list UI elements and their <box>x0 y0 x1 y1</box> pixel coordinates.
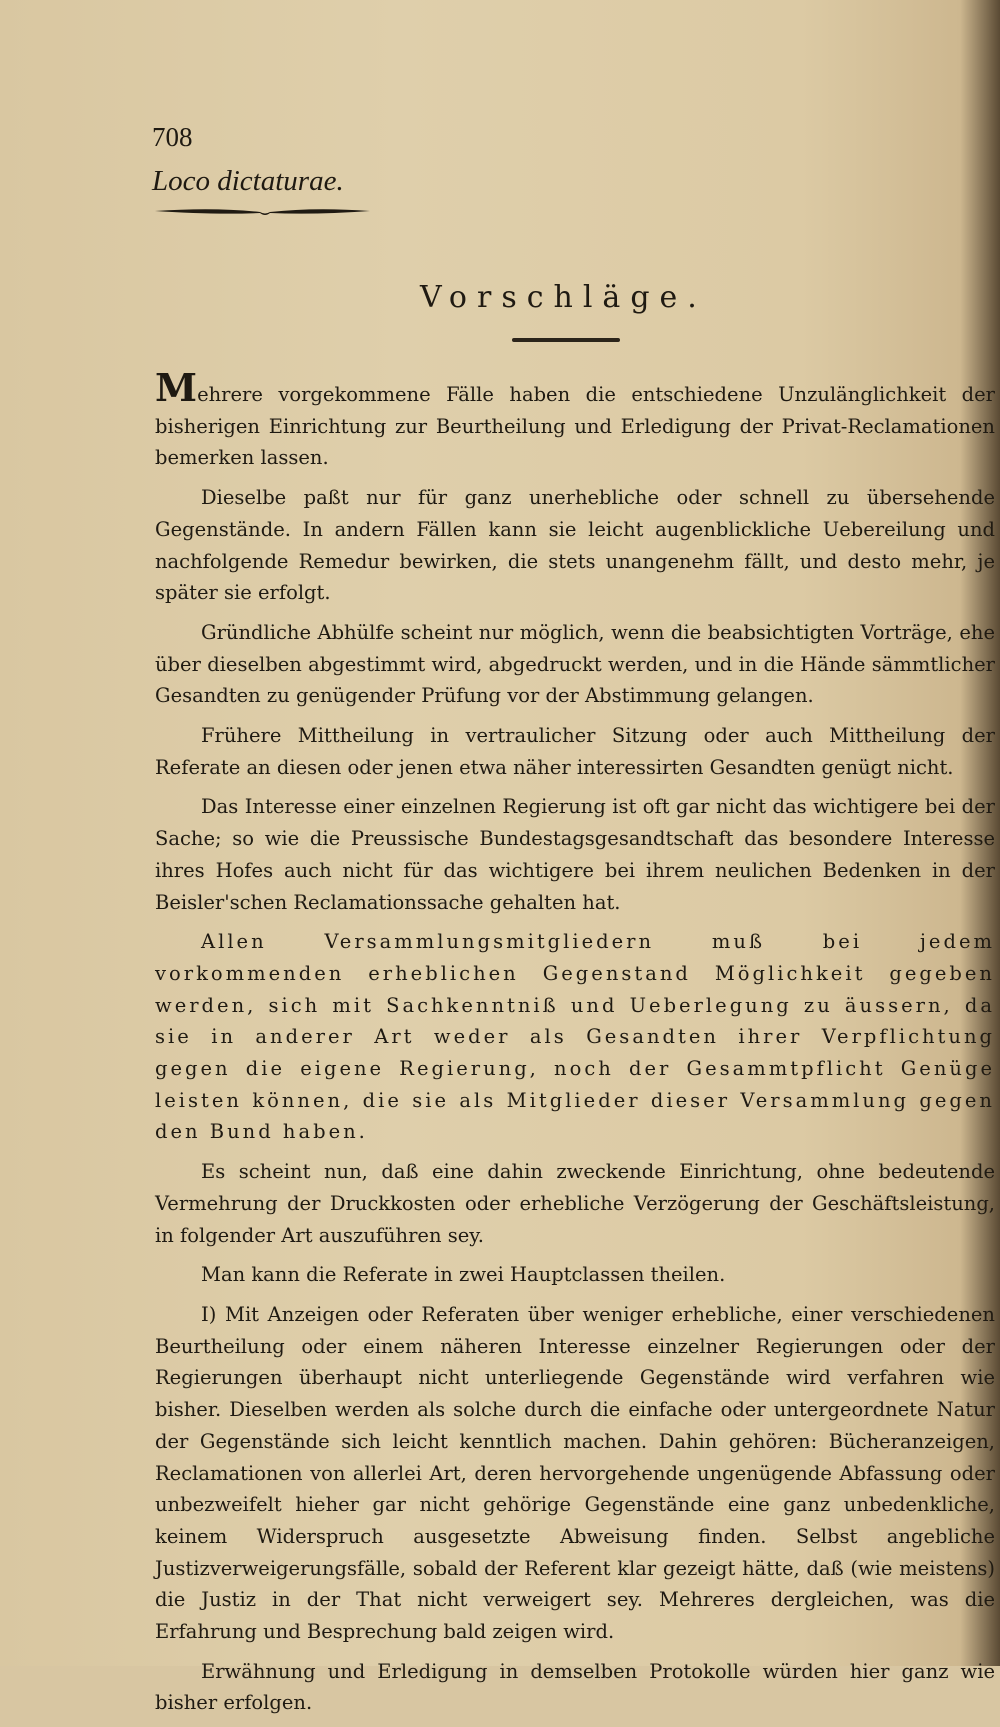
paragraph: Es scheint nun, daß eine dahin zweckende Einrichtung, ohne bedeutende Vermehrung der Druckkosten oder erhebliche Verzögerung der Geschäftsleistung, in folgender Art auszuführen sey. <box>155 1160 995 1247</box>
initial-letter: M <box>155 365 198 410</box>
body-text <box>155 365 995 1727</box>
paragraph: Frühere Mittheilung in vertraulicher Sitzung oder auch Mittheilung der Referate an diesen oder jenen etwa näher interessirten Gesandten genügt nicht. <box>155 724 995 779</box>
section-title: Vorschläge. <box>420 280 707 315</box>
paragraph: Allen Versammlungsmitgliedern muß bei jedem vorkommenden erheblichen Gegenstand Möglichkeit gegeben werden, sich mit Sachkenntniß und Ueberlegung zu äussern, da sie in anderer Art weder als Gesandten ihrer Verpflichtung gegen die eigene Regierung, noch der Gesammtpflicht Genüge leisten können, die sie als Mitglieder dieser Versammlung gegen den Bund haben. <box>155 930 995 1144</box>
page-number: 708 <box>152 122 193 152</box>
ornamental-rule <box>155 203 370 217</box>
paragraph <box>155 365 995 474</box>
running-head: Loco dictaturae. <box>152 165 344 197</box>
paragraph: Dieselbe paßt nur für ganz unerhebliche oder schnell zu übersehende Gegenstände. In andern Fällen kann sie leicht augenblickliche Uebereilung und nachfolgende Remedur bewirken, die stets unangenehm fällt, und desto mehr, je später sie erfolgt. <box>155 486 995 605</box>
paragraph: Erwähnung und Erledigung in demselben Protokolle würden hier ganz wie bisher erfolgen. <box>155 1659 995 1715</box>
paragraph: Man kann die Referate in zwei Hauptclassen theilen. <box>201 1263 726 1287</box>
paragraph: Das Interesse einer einzelnen Regierung ist oft gar nicht das wichtigere bei der Sache; so wie die Preussische Bundestagsgesandtschaft das besondere Interesse ihres Hofes auch nicht für das wichtigere bei ihrem neulichen Bedenken in der Beisler'schen Reclamationssache gehalten hat. <box>155 795 995 914</box>
paragraph: I) Mit Anzeigen oder Referaten über weniger erhebliche, einer verschiedenen Beurtheilung oder einem näheren Interesse einzelner Regierungen oder der Regierungen überhaupt nicht unterliegende Gegenstände wird verfahren wie bisher. Dieselben werden als solche durch die einfache oder untergeordnete Natur der Gegenstände sich leicht kenntlich machen. Dahin gehören: Bücheranzeigen, Reclamationen von allerlei Art, deren hervorgehende ungenügende Abfassung oder unbezweifelt hieher gar nicht gehörige Gegenstände eine ganz unbedenkliche, keinem Widerspruch ausgesetzte Abweisung finden. Selbst angebliche Justizverweigerungsfälle, sobald der Referent klar gezeigt hätte, daß (wie meistens) die Justiz in der That nicht verweigert sey. Mehreres dergleichen, was die Erfahrung und Besprechung bald zeigen wird. <box>155 1302 995 1644</box>
title-rule <box>512 338 620 342</box>
paragraph: Gründliche Abhülfe scheint nur möglich, wenn die beabsichtigten Vorträge, ehe über dieselben abgestimmt wird, abgedruckt werden, und in die Hände sämmtlicher Gesandten zu genügender Prüfung vor der Abstimmung gelangen. <box>155 620 995 708</box>
paragraph-text: ehrere vorgekommene Fälle haben die entschiedene Unzulänglichkeit der bisherigen Einrichtung zur Beurtheilung und Erledigung der Privat-Reclamationen bemerken lassen. <box>155 383 995 470</box>
